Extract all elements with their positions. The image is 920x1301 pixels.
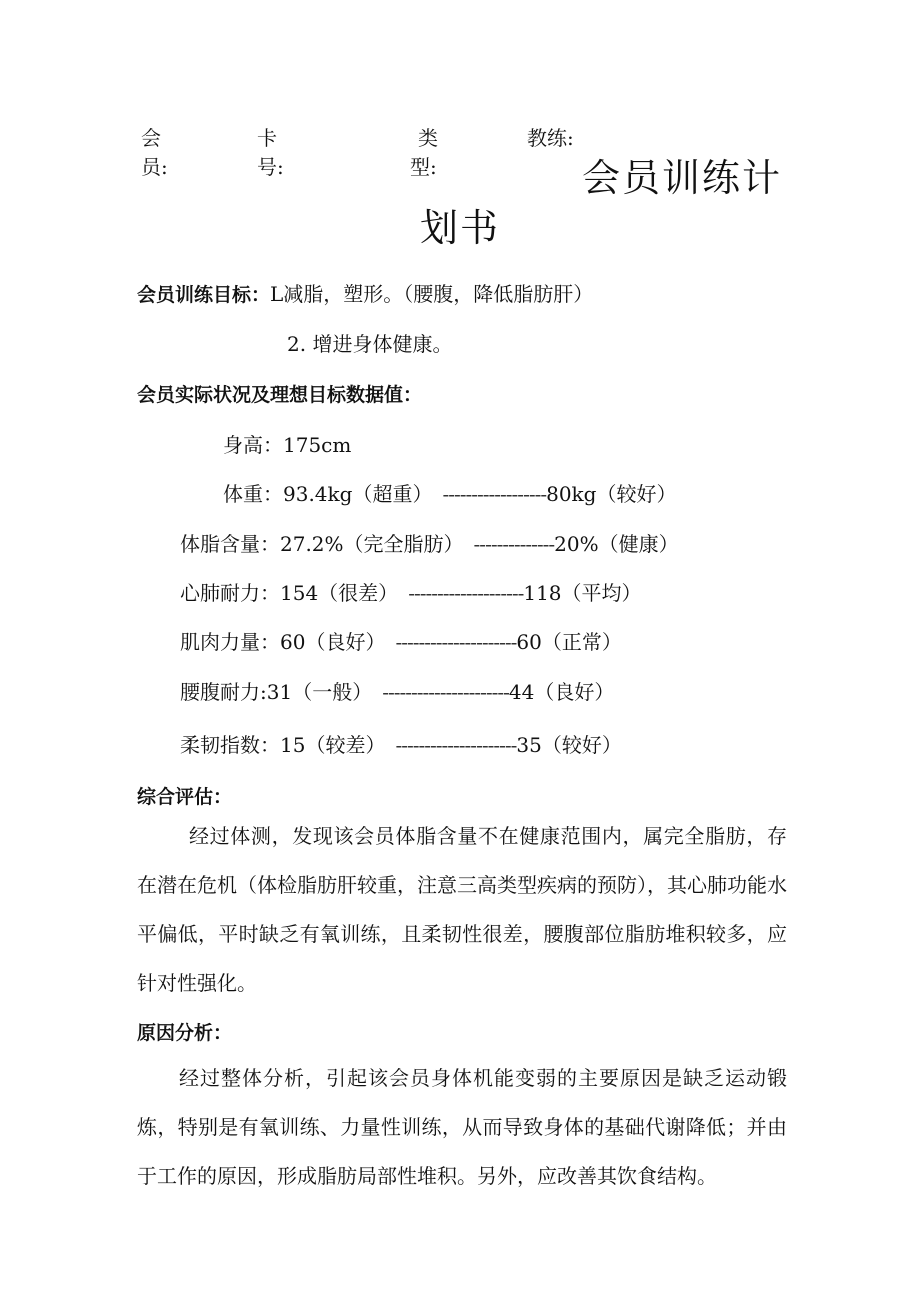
metric-label: 体脂含量：	[180, 532, 280, 556]
card-label-top: 卡	[257, 126, 277, 150]
type-label-bottom: 型:	[410, 155, 437, 179]
metric-target: 80kg（较好）	[546, 482, 677, 506]
metric-current: 60（良好）	[280, 630, 386, 654]
metric-current: 31（一般）	[266, 680, 373, 704]
metric-row-strength	[180, 626, 622, 655]
member-label-bottom: 员:	[141, 155, 168, 179]
metric-current: 27.2%（完全脂肪）	[280, 532, 464, 556]
metric-label: 心肺耐力：	[180, 581, 280, 605]
coach-label: 教练:	[527, 126, 574, 150]
metric-dashes: ------------------	[442, 482, 547, 506]
metric-dashes: ---------------------	[395, 630, 517, 654]
metric-current: 15（较差）	[280, 733, 386, 757]
metric-dashes: --------------------	[408, 581, 524, 605]
metric-target: 20%（健康）	[554, 532, 679, 556]
metric-target: 60（正常）	[516, 630, 622, 654]
metric-current: 93.4kg（超重）	[283, 482, 433, 506]
metric-target: 44（良好）	[508, 680, 615, 704]
status-heading: 会员实际状况及理想目标数据值：	[137, 384, 423, 406]
evaluation-heading: 综合评估：	[137, 786, 233, 808]
metric-dashes: ---------------------	[395, 733, 517, 757]
goals-heading: 会员训练目标：	[137, 284, 271, 306]
metric-dashes: ----------------------	[382, 680, 509, 704]
metric-label: 腰腹耐力:	[180, 680, 267, 704]
analysis-text: 经过整体分析，引起该会员身体机能变弱的主要原因是缺乏运动锻炼，特别是有氧训练、力量性训练，从而导致身体的基础代谢降低；并由于工作的原因，形成脂肪局部性堆积。另外，应改善其饮食结构。	[137, 1066, 787, 1188]
goal-item-1: L减脂，塑形。（腰腹，降低脂肪肝）	[270, 282, 594, 306]
metric-row-core	[180, 676, 614, 705]
metric-label: 体重：	[223, 482, 283, 506]
member-label-top: 会	[141, 126, 161, 150]
goals-block	[137, 278, 593, 307]
metric-label: 柔韧指数：	[180, 733, 280, 757]
metric-row-weight	[223, 478, 676, 507]
card-label-bottom: 号:	[257, 155, 284, 179]
height-value: 身高：175cm	[223, 433, 352, 457]
evaluation-text: 经过体测，发现该会员体脂含量不在健康范围内，属完全脂肪，存在潜在危机（体检脂肪肝较重，注意三高类型疾病的预防），其心肺功能水平偏低，平时缺乏有氧训练，且柔韧性很差，腰腹部位脂肪堆积较多，应针对性强化。	[137, 824, 787, 995]
metric-row-bodyfat	[180, 528, 679, 557]
metric-label: 肌肉力量：	[180, 630, 280, 654]
metric-current: 154（很差）	[280, 581, 399, 605]
goal-item-2: 2. 增进身体健康。	[287, 332, 453, 356]
metric-target: 118（平均）	[523, 581, 642, 605]
type-label-top: 类	[418, 126, 438, 150]
metric-dashes: --------------	[473, 532, 555, 556]
metric-row-cardio	[180, 577, 642, 606]
analysis-heading: 原因分析：	[137, 1022, 233, 1044]
page-title-line1: 会员训练计	[582, 156, 783, 200]
page-title-line2: 划书	[420, 206, 501, 250]
metric-target: 35（较好）	[516, 733, 622, 757]
metric-row-flexibility	[180, 729, 622, 758]
